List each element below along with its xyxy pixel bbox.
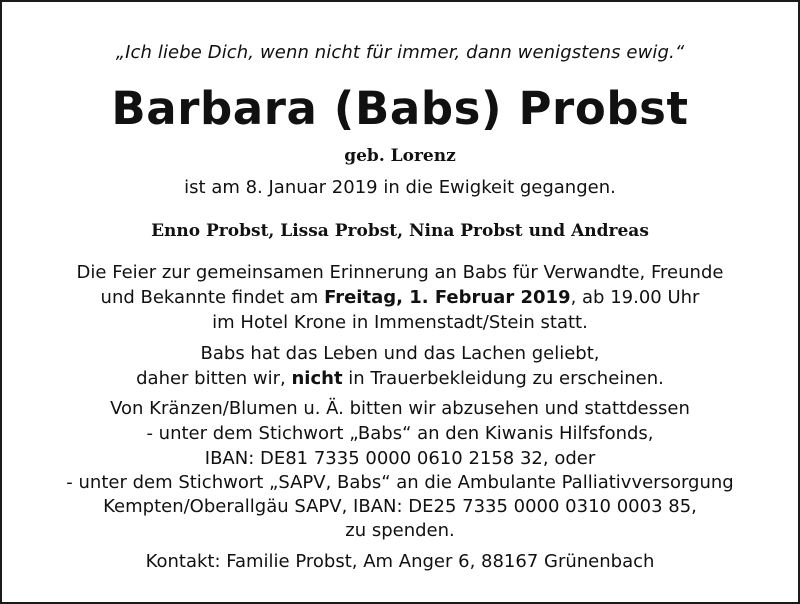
ceremony-date: Freitag, 1. Februar 2019 — [324, 287, 571, 308]
ceremony-line-2 — [0, 287, 800, 308]
attire-emphasis: nicht — [291, 368, 343, 389]
donations-line-2: - unter dem Stichwort „Babs“ an den Kiwanis Hilfsfonds, — [146, 423, 654, 444]
attire-line-1: Babs hat das Leben und das Lachen geliebt, — [200, 343, 600, 364]
deceased-name: Barbara (Babs) Probst — [111, 82, 689, 135]
attire-line-2-post: in Trauerbekleidung zu erscheinen. — [342, 368, 664, 389]
death-statement: ist am 8. Januar 2019 in die Ewigkeit gegangen. — [184, 177, 616, 198]
quote: „Ich liebe Dich, wenn nicht für immer, dann wenigstens ewig.“ — [115, 42, 685, 63]
contact: Kontakt: Familie Probst, Am Anger 6, 88167 Grünenbach — [145, 551, 655, 572]
mourners: Enno Probst, Lissa Probst, Nina Probst und Andreas — [151, 221, 649, 241]
ceremony-line-1: Die Feier zur gemeinsamen Erinnerung an Babs für Verwandte, Freunde — [76, 262, 724, 283]
donations-line-3: IBAN: DE81 7335 0000 0610 2158 32, oder — [204, 448, 596, 469]
attire-line-2-pre: daher bitten wir, — [136, 368, 292, 389]
attire-line-2 — [0, 368, 800, 389]
donations-line-4: - unter dem Stichwort „SAPV, Babs“ an die Ambulante Palliativversorgung — [66, 472, 734, 493]
ceremony-line-2-post: , ab 19.00 Uhr — [570, 287, 700, 308]
birth-name: geb. Lorenz — [344, 146, 456, 166]
ceremony-line-3: im Hotel Krone in Immenstadt/Stein statt. — [212, 312, 588, 333]
donations-line-6: zu spenden. — [345, 520, 455, 541]
ceremony-line-2-pre: und Bekannte findet am — [100, 287, 325, 308]
donations-line-5: Kempten/Oberallgäu SAPV, IBAN: DE25 7335 0000 0310 0003 85, — [103, 496, 697, 517]
donations-line-1: Von Kränzen/Blumen u. Ä. bitten wir abzusehen und stattdessen — [110, 398, 690, 419]
